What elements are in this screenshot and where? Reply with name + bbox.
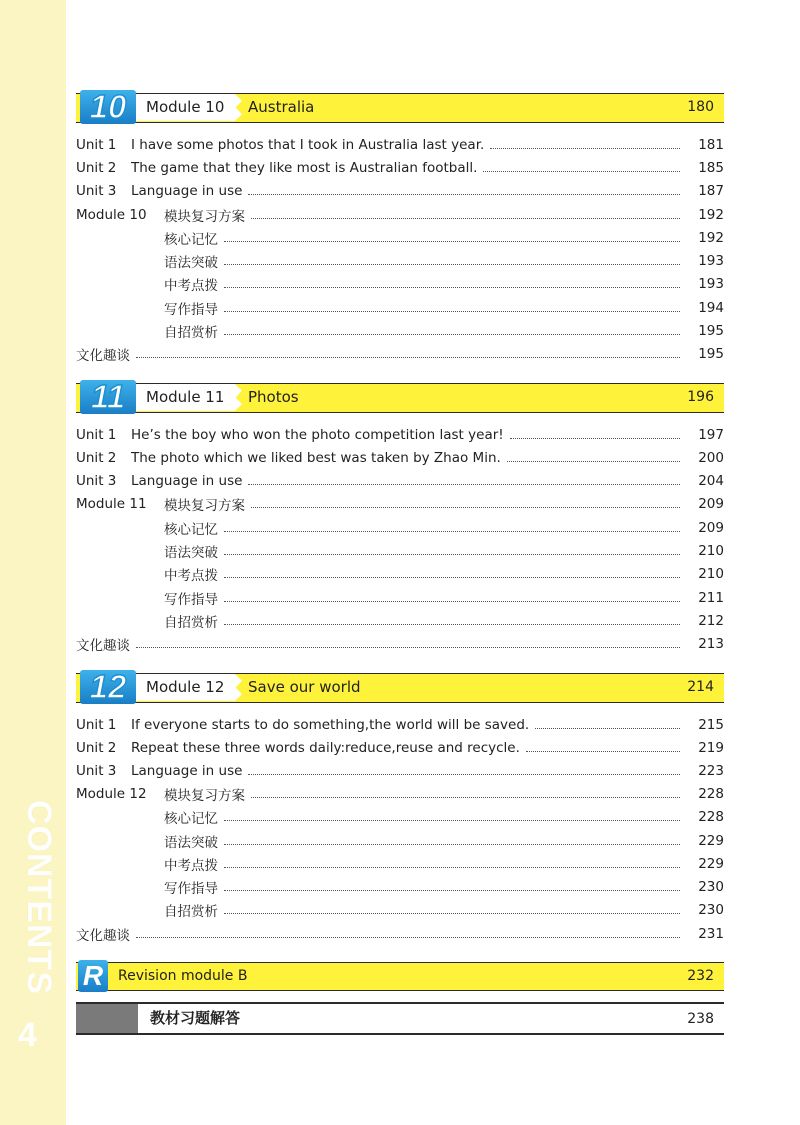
module-number-badge: 11 [80,380,136,414]
toc-entry[interactable]: 文化趣谈 231 [76,926,724,944]
revision-page: 232 [687,968,714,984]
toc-entry[interactable]: Module 11 模块复习方案 209 [76,496,724,514]
toc-entry[interactable]: 语法突破 210 [164,543,724,561]
contents-word: CONTENTS [20,800,58,995]
toc-entry[interactable]: 核心记忆 228 [164,809,724,827]
toc-entry[interactable]: 自招赏析 212 [164,613,724,631]
toc-entry[interactable]: 语法突破 229 [164,833,724,851]
toc-entry[interactable]: Unit 3 Language in use 204 [76,473,724,489]
revision-module-header[interactable] [76,960,724,992]
module-label: Module 12 [146,678,225,696]
toc-entry[interactable]: Unit 1 He’s the boy who won the photo competition last year! 197 [76,427,724,443]
toc-entry[interactable]: Module 10 模块复习方案 192 [76,207,724,225]
answers-page: 238 [687,1011,714,1027]
module-page: 196 [687,389,714,405]
module-label: Module 11 [146,388,225,406]
module-11-header[interactable] [76,380,724,414]
module-label: Module 10 [146,98,225,116]
module-page: 214 [687,679,714,695]
revision-badge: R [78,960,108,992]
toc-entry[interactable]: 写作指导 230 [164,879,724,897]
toc-entry[interactable]: Unit 2 The game that they like most is Australian football. 185 [76,160,724,176]
module-10-header[interactable] [76,90,724,124]
answers-title: 教材习题解答 [150,1009,241,1027]
module-number-badge: 12 [80,670,136,704]
toc-entry[interactable]: 核心记忆 209 [164,520,724,538]
toc-entry[interactable]: 自招赏析 195 [164,323,724,341]
toc-entry[interactable]: 文化趣谈 195 [76,346,724,364]
toc-entry[interactable]: Unit 2 The photo which we liked best was taken by Zhao Min. 200 [76,450,724,466]
toc-entry[interactable]: Module 12 模块复习方案 228 [76,786,724,804]
toc-entry[interactable]: 中考点拨 210 [164,566,724,584]
toc-entry[interactable]: Unit 3 Language in use 223 [76,763,724,779]
toc-entry[interactable]: Unit 2 Repeat these three words daily:reduce,reuse and recycle. 219 [76,740,724,756]
module-title: Photos [248,388,299,406]
page-number: 4 [18,1016,38,1054]
revision-title: Revision module B [118,968,248,984]
module-title: Australia [248,98,315,116]
toc-entry[interactable]: 语法突破 193 [164,253,724,271]
toc-entry[interactable]: Unit 3 Language in use 187 [76,183,724,199]
toc-entry[interactable]: 中考点拨 193 [164,276,724,294]
toc-entry[interactable]: 自招赏析 230 [164,902,724,920]
toc-entry[interactable]: 核心记忆 192 [164,230,724,248]
toc-entry[interactable]: Unit 1 If everyone starts to do something,the world will be saved. 215 [76,717,724,733]
toc-entry[interactable]: 写作指导 211 [164,590,724,608]
toc-entry[interactable]: 中考点拨 229 [164,856,724,874]
module-12-header[interactable] [76,670,724,704]
module-title: Save our world [248,678,361,696]
toc-entry[interactable]: 文化趣谈 213 [76,636,724,654]
module-number-badge: 10 [80,90,136,124]
contents-vertical-label [6,800,66,1060]
module-page: 180 [687,99,714,115]
toc-entry[interactable]: 写作指导 194 [164,300,724,318]
toc-entry[interactable]: Unit 1 I have some photos that I took in Australia last year. 181 [76,137,724,153]
answers-header[interactable] [76,1002,724,1035]
